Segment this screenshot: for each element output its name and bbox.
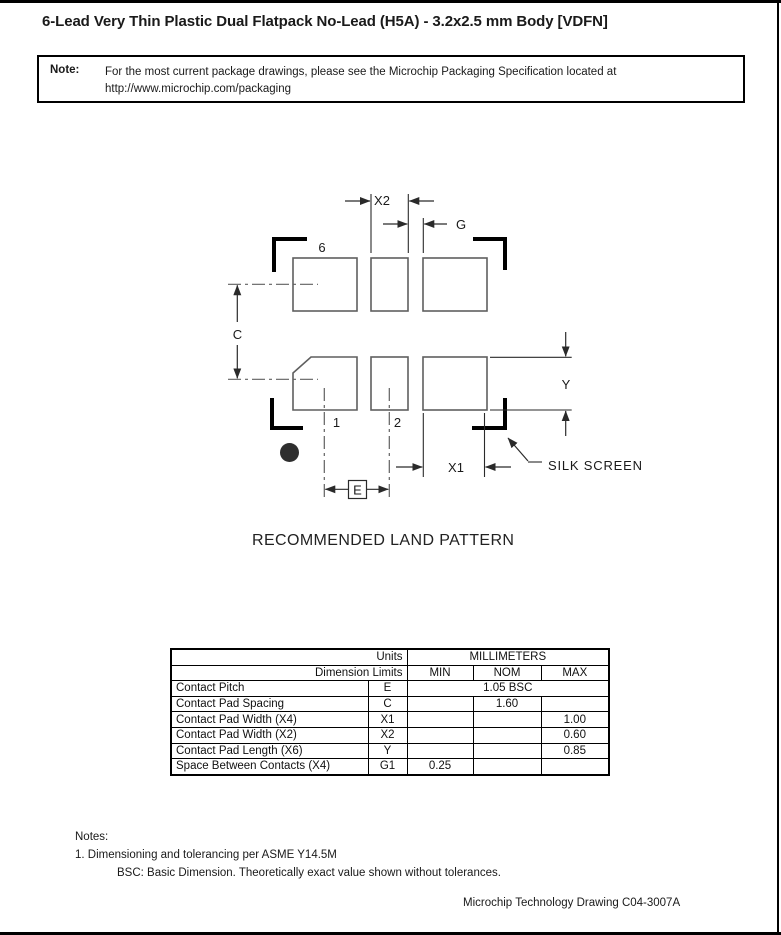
col-header-min: MIN — [407, 665, 473, 681]
row-max — [541, 759, 609, 775]
dim-label-e: E — [353, 482, 362, 498]
table-row — [171, 712, 609, 728]
row-label: Contact Pitch — [171, 681, 368, 697]
dimensions-table — [170, 648, 610, 776]
pin1-indicator-dot — [280, 443, 299, 462]
table-row-limits — [171, 665, 609, 681]
table-row — [171, 727, 609, 743]
table-row — [171, 759, 609, 775]
footer-drawing-number: Microchip Technology Drawing C04-3007A — [463, 897, 681, 909]
row-min — [407, 712, 473, 728]
col-header-nom: NOM — [473, 665, 541, 681]
dim-label-g: G — [455, 217, 467, 232]
extension-lines — [371, 194, 572, 477]
table-row — [171, 743, 609, 759]
row-min — [407, 727, 473, 743]
pad-2 — [371, 357, 408, 410]
row-label: Space Between Contacts (X4) — [171, 759, 368, 775]
silkscreen-corner-marks — [272, 239, 505, 428]
row-min — [407, 743, 473, 759]
pad-top-right — [423, 258, 487, 311]
dim-label-x2: X2 — [374, 193, 390, 208]
units-value: MILLIMETERS — [407, 649, 609, 665]
silkscreen-leader-arrow — [508, 438, 528, 461]
table-row — [171, 681, 609, 697]
pad-1-chamfered — [293, 357, 357, 410]
row-min — [407, 696, 473, 712]
drawing-caption: RECOMMENDED LAND PATTERN — [252, 532, 515, 549]
notes-heading: Notes: — [75, 831, 109, 843]
row-label: Contact Pad Width (X2) — [171, 727, 368, 743]
silkscreen-corner-bottom-right — [472, 398, 505, 428]
land-pads — [293, 258, 487, 410]
pad-top-middle — [371, 258, 408, 311]
note-text-line1: For the most current package drawings, please see the Microchip Packaging Specification located at — [105, 66, 617, 78]
row-symbol: G1 — [368, 759, 407, 775]
pad-label-1: 1 — [332, 415, 341, 430]
row-label: Contact Pad Width (X4) — [171, 712, 368, 728]
pad-bottom-right — [423, 357, 487, 410]
silkscreen-corner-bottom-left — [272, 398, 303, 428]
row-nom — [473, 727, 541, 743]
silkscreen-label: SILK SCREEN — [548, 458, 643, 473]
pad-label-6: 6 — [318, 240, 326, 255]
row-nom: 1.60 — [473, 696, 541, 712]
row-nom — [473, 759, 541, 775]
row-label: Contact Pad Spacing — [171, 696, 368, 712]
dimension-limits-label: Dimension Limits — [171, 665, 407, 681]
row-symbol: C — [368, 696, 407, 712]
pad-label-2: 2 — [393, 415, 402, 430]
units-label: Units — [171, 649, 407, 665]
col-header-max: MAX — [541, 665, 609, 681]
row-nom — [473, 743, 541, 759]
row-symbol: E — [368, 681, 407, 697]
silkscreen-corner-top-left — [274, 239, 307, 272]
row-label: Contact Pad Length (X6) — [171, 743, 368, 759]
page-title: 6-Lead Very Thin Plastic Dual Flatpack No-Lead (H5A) - 3.2x2.5 mm Body [VDFN] — [42, 13, 608, 30]
row-max: 0.60 — [541, 727, 609, 743]
note-item-1: 1. Dimensioning and tolerancing per ASME Y14.5M — [75, 849, 337, 861]
row-symbol: X2 — [368, 727, 407, 743]
dim-label-y: Y — [561, 377, 571, 392]
centerlines — [228, 284, 389, 498]
note-text-line2: http://www.microchip.com/packaging — [105, 82, 291, 95]
row-max: 0.85 — [541, 743, 609, 759]
dim-label-c: C — [232, 327, 243, 342]
row-max: 1.00 — [541, 712, 609, 728]
row-symbol: X1 — [368, 712, 407, 728]
row-min: 0.25 — [407, 759, 473, 775]
note-label: Note: — [50, 64, 80, 76]
note-item-1-sub: BSC: Basic Dimension. Theoretically exact value shown without tolerances. — [117, 867, 501, 879]
dim-label-x1: X1 — [448, 460, 464, 475]
row-symbol: Y — [368, 743, 407, 759]
row-max — [541, 696, 609, 712]
row-merged-value: 1.05 BSC — [407, 681, 609, 697]
row-nom — [473, 712, 541, 728]
table-row — [171, 696, 609, 712]
table-row-units — [171, 649, 609, 665]
silkscreen-corner-top-right — [473, 239, 505, 270]
